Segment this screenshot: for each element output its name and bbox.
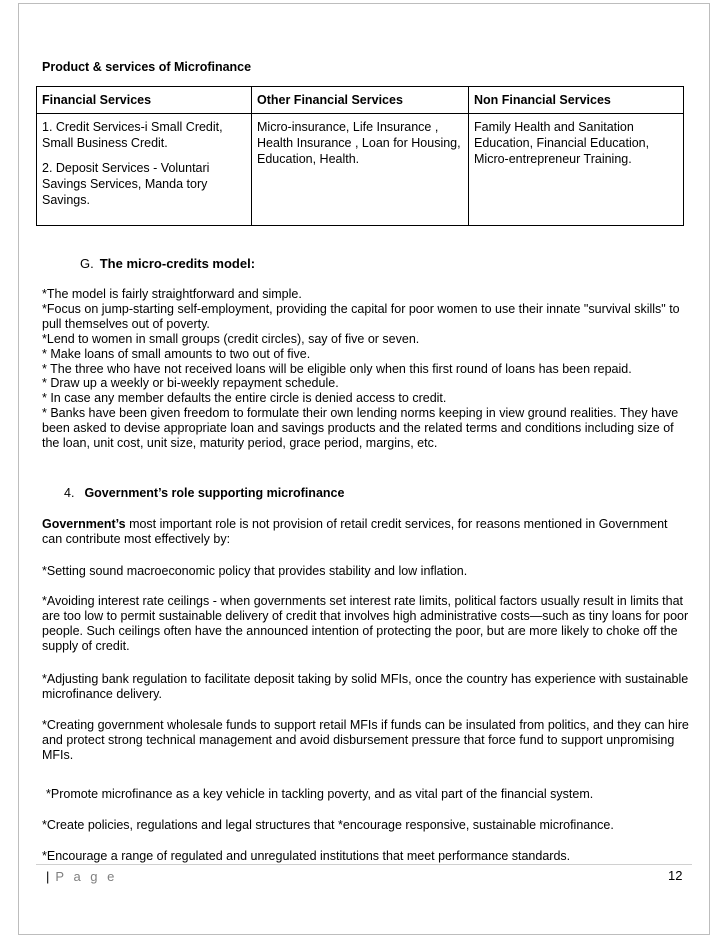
section-4-title: Government’s role supporting microfinance bbox=[84, 486, 345, 500]
table-header-other-financial: Other Financial Services bbox=[252, 87, 469, 114]
footer-divider bbox=[36, 864, 692, 865]
credit-services-text: 1. Credit Services-i Small Credit, Small Business Credit. bbox=[42, 120, 223, 150]
footer-bar: | bbox=[46, 869, 50, 884]
intro-text: most important role is not provision of retail credit services, for reasons mentioned in Government can contribute most effectively by: bbox=[42, 517, 668, 546]
section-4-heading bbox=[64, 486, 344, 500]
paragraph: *Create policies, regulations and legal structures that *encourage responsive, sustainable microfinance. bbox=[42, 818, 614, 832]
paragraph: *Encourage a range of regulated and unregulated institutions that meet performance standards. bbox=[42, 849, 571, 863]
paragraph: *Avoiding interest rate ceilings - when governments set interest rate limits, political factors usually result in limits that are too low to permit sustainable delivery of credit that involves high administrative costs—such as tiny loans for poor people. Such ceilings often have the announced intention of protecting the poor, but are more likely to choke off the supply of credit. bbox=[42, 594, 689, 653]
micro-credits-list bbox=[42, 287, 692, 451]
list-item: *Focus on jump-starting self-employment, providing the capital for poor women to use their innate "survival skills" to pull themselves out of poverty. bbox=[42, 301, 680, 331]
list-item: * In case any member defaults the entire circle is denied access to credit. bbox=[42, 391, 447, 406]
table-header-row bbox=[37, 87, 684, 114]
footer-page-label bbox=[46, 869, 117, 884]
table-header-non-financial: Non Financial Services bbox=[469, 87, 684, 114]
deposit-services-text: 2. Deposit Services - Voluntari Savings Services, Manda tory Savings. bbox=[42, 161, 210, 207]
other-financial-services-cell: Micro-insurance, Life Insurance , Health Insurance , Loan for Housing, Education, Health. bbox=[252, 114, 469, 226]
section-g-label: G. bbox=[80, 256, 94, 271]
list-item: * Banks have been given freedom to formulate their own lending norms keeping in view ground realities. They have been asked to devise appropriate loan and savings products and the related terms and conditions including size of the loan, unit cost, unit size, maturity period, grace period, margins, etc. bbox=[42, 406, 679, 451]
paragraph: *Adjusting bank regulation to facilitate deposit taking by solid MFIs, once the country has experience with sustainable microfinance delivery. bbox=[42, 672, 689, 701]
intro-bold-word: Government’s bbox=[42, 517, 126, 531]
list-item: *Lend to women in small groups (credit circles), say of five or seven. bbox=[42, 331, 420, 346]
services-table bbox=[36, 86, 684, 226]
financial-services-cell bbox=[37, 114, 252, 226]
section-4-label: 4. bbox=[64, 486, 75, 500]
government-intro bbox=[42, 517, 690, 547]
paragraph: *Promote microfinance as a key vehicle in tackling poverty, and as vital part of the financial system. bbox=[46, 787, 594, 801]
table-header-financial: Financial Services bbox=[37, 87, 252, 114]
page-number: 12 bbox=[668, 868, 683, 883]
table-row bbox=[37, 114, 684, 226]
list-item: * Draw up a weekly or bi-weekly repayment schedule. bbox=[42, 376, 339, 391]
section-g-title: The micro-credits model: bbox=[99, 256, 256, 271]
list-item: * Make loans of small amounts to two out of five. bbox=[42, 346, 311, 361]
section-g-heading bbox=[80, 256, 255, 271]
list-item: *The model is fairly straightforward and simple. bbox=[42, 287, 302, 301]
paragraph: *Creating government wholesale funds to support retail MFIs if funds can be insulated from politics, and they can hire and protect strong technical management and avoid disbursement pressure that force fund to support unpromising MFIs. bbox=[42, 718, 689, 762]
paragraph: *Setting sound macroeconomic policy that provides stability and low inflation. bbox=[42, 564, 468, 578]
non-financial-services-cell: Family Health and Sanitation Education, Financial Education, Micro-entrepreneur Training. bbox=[469, 114, 684, 226]
list-item: * The three who have not received loans will be eligible only when this first round of loans has been repaid. bbox=[42, 361, 632, 376]
page-heading: Product & services of Microfinance bbox=[42, 60, 252, 74]
footer-page-text: P a g e bbox=[55, 869, 118, 884]
